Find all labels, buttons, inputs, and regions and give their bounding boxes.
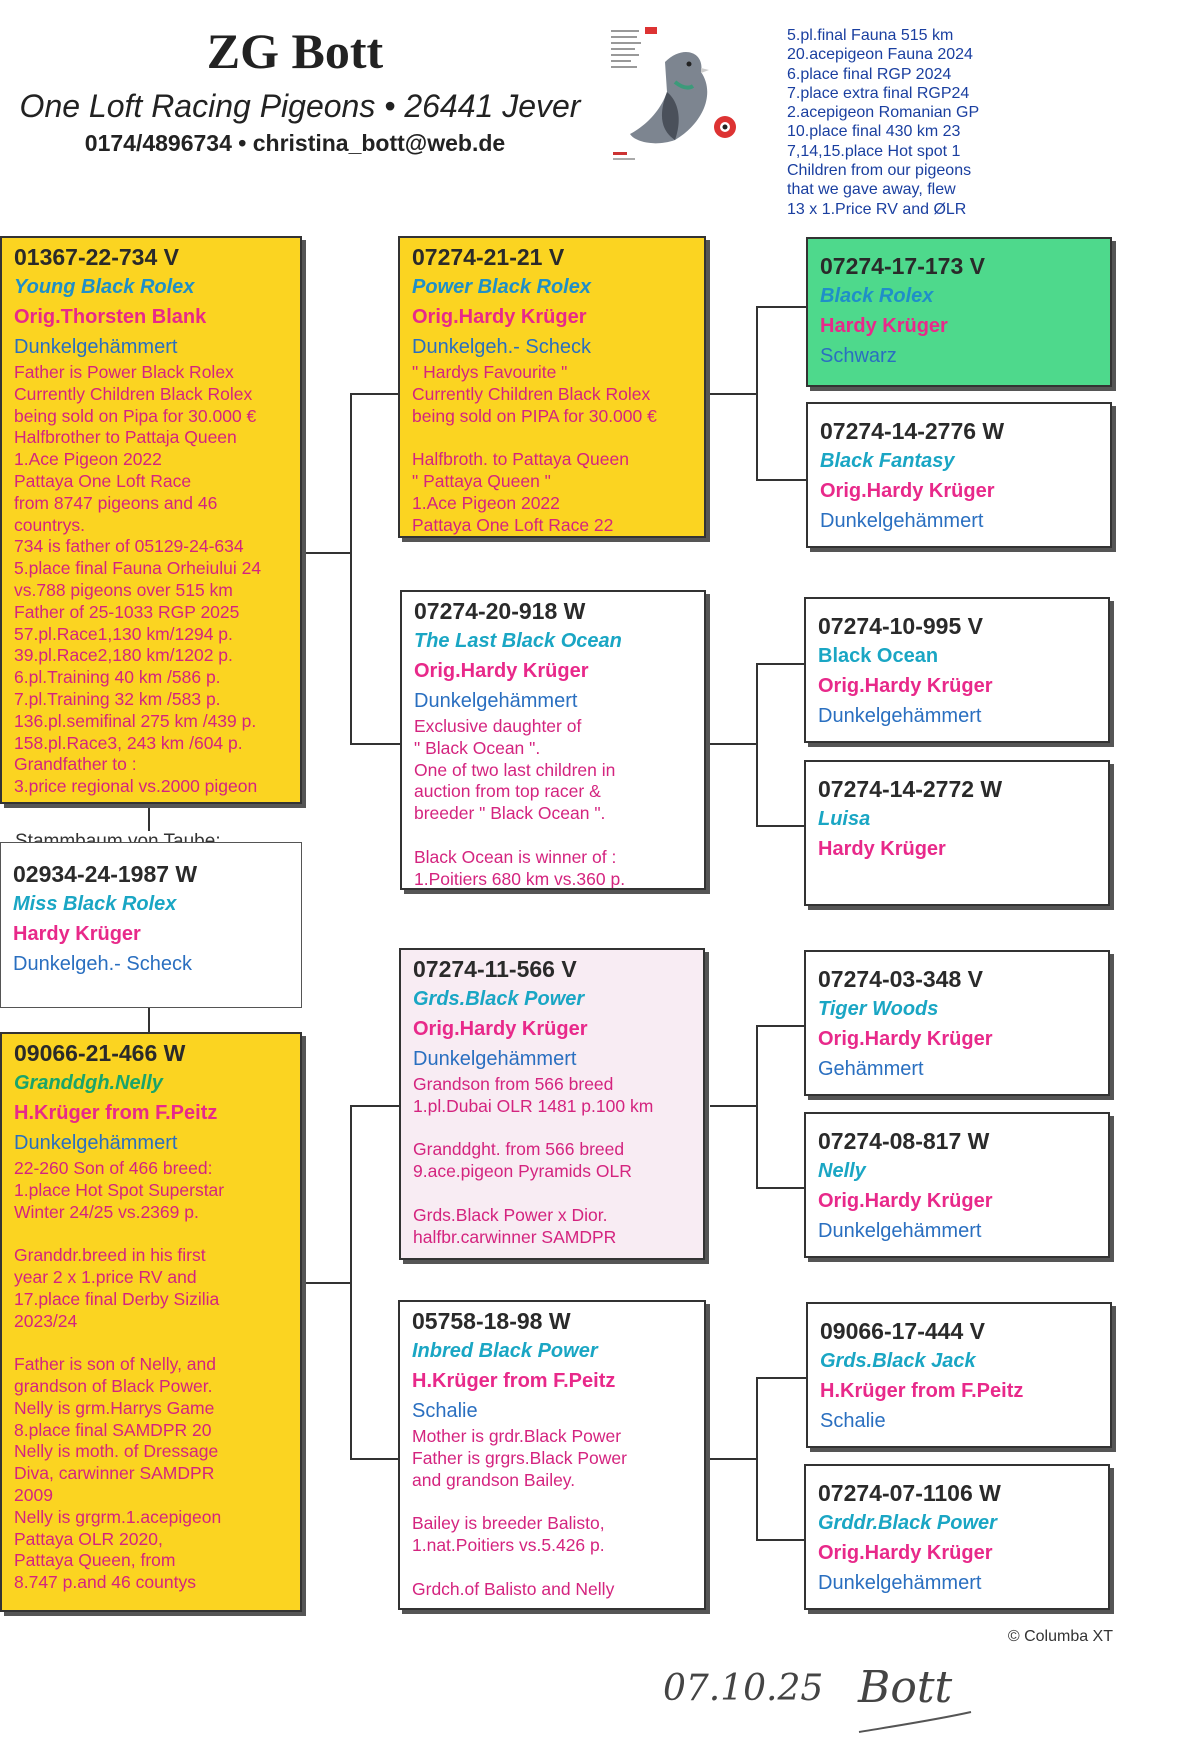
- connector-line: [710, 743, 758, 745]
- pigeon-name: Inbred Black Power: [412, 1340, 598, 1362]
- signature-date: 07.10.25: [663, 1668, 824, 1709]
- connector-line: [710, 1105, 758, 1107]
- breeder: Orig.Hardy Krüger: [818, 675, 993, 697]
- contact-line: 0174/4896734 • christina_bott@web.de: [84, 130, 506, 156]
- color-variety: Dunkelgehämmert: [818, 1220, 982, 1242]
- pigeon-name: Power Black Rolex: [412, 276, 591, 298]
- breeder: Orig.Hardy Krüger: [413, 1018, 588, 1040]
- connector-line: [756, 479, 806, 481]
- achievement-item: that we gave away, flew: [787, 181, 956, 199]
- page-title: ZG Bott: [206, 23, 384, 79]
- connector-line: [350, 1458, 400, 1460]
- color-variety: Dunkelgeh.- Scheck: [13, 953, 192, 975]
- pigeon-image: [605, 22, 740, 170]
- connector-line: [350, 1105, 352, 1460]
- connector-line: [756, 1539, 806, 1541]
- pigeon-name: Nelly: [818, 1160, 866, 1182]
- connector-line: [756, 1377, 758, 1541]
- connector-line: [350, 1105, 400, 1107]
- breeder: Orig.Hardy Krüger: [818, 1542, 993, 1564]
- page-subtitle: One Loft Racing Pigeons • 26441 Jever: [19, 88, 581, 124]
- color-variety: Schwarz: [820, 345, 897, 367]
- ring-number: 09066-17-444 V: [820, 1318, 985, 1344]
- connector-line: [756, 1187, 806, 1189]
- notes: Father is Power Black Rolex Currently Children Black Rolex being sold on Pipa for 30.000 € Halfbrother to Pattaja Queen 1.Ace Pigeon 2022 Pattaya One Loft Race from 8747 pigeons and 46 countrys. 734 is father of 05129-24-634 5.place final Fauna Orheiului 24 vs.788 pigeons over 515 km Father of 25-1033 RGP 2025 57.pl.Race1,130 km/1294 p. 39.pl.Race2,180 km/1202 p. 6.pl.Training 40 km /586 p. 7.pl.Training 32 km /583 p. 136.pl.semifinal 275 km /439 p. 158.pl.Race3, 243 km /604 p. Grandfather to : 3.price regional vs.2000 pigeon: [14, 362, 262, 797]
- connector-line: [302, 552, 352, 554]
- great-grandparent-card[interactable]: [806, 1302, 1112, 1448]
- dam-card[interactable]: [0, 1032, 302, 1612]
- color-variety: Dunkelgehämmert: [413, 1048, 577, 1070]
- pigeon-name: Granddgh.Nelly: [14, 1072, 163, 1094]
- signature-underline: [855, 1700, 975, 1740]
- breeder: Orig.Hardy Krüger: [818, 1028, 993, 1050]
- notes: Grandson from 566 breed 1.pl.Dubai OLR 1481 p.100 km Granddght. from 566 breed 9.ace.pigeon Pyramids OLR Grds.Black Power x Dior. halfbr.carwinner SAMDPR: [413, 1074, 654, 1247]
- granddam-sire-card[interactable]: [400, 590, 706, 890]
- color-variety: Dunkelgehämmert: [818, 705, 982, 727]
- achievement-item: 10.place final 430 km 23: [787, 123, 961, 141]
- ring-number: 09066-21-466 W: [14, 1040, 186, 1066]
- grandsire-sire-card[interactable]: [398, 236, 706, 538]
- achievement-item: 2.acepigeon Romanian GP: [787, 104, 980, 122]
- great-grandparent-card[interactable]: [804, 950, 1110, 1096]
- achievement-item: Children from our pigeons: [787, 162, 972, 180]
- achievement-item: 13 x 1.Price RV and ØLR: [787, 200, 967, 218]
- color-variety: Dunkelgehämmert: [14, 336, 178, 358]
- granddam-dam-card[interactable]: [398, 1300, 706, 1610]
- ring-number: 07274-21-21 V: [412, 244, 565, 270]
- great-grandparent-card[interactable]: [806, 402, 1112, 548]
- breeder: Hardy Krüger: [818, 838, 946, 860]
- connector-line: [302, 1282, 352, 1284]
- ring-number: 02934-24-1987 W: [13, 861, 198, 887]
- ring-number: 07274-14-2776 W: [820, 418, 1005, 444]
- connector-line: [350, 393, 352, 745]
- breeder: H.Krüger from F.Peitz: [820, 1380, 1024, 1402]
- color-variety: Dunkelgehämmert: [820, 510, 984, 532]
- breeder: Orig.Hardy Krüger: [818, 1190, 993, 1212]
- grandsire-dam-card[interactable]: [399, 948, 705, 1260]
- color-variety: Dunkelgehämmert: [14, 1132, 178, 1154]
- color-variety: Gehämmert: [818, 1058, 924, 1080]
- achievement-item: 7.place extra final RGP24: [787, 84, 970, 102]
- sire-card[interactable]: [0, 236, 302, 804]
- connector-line: [756, 306, 806, 308]
- ring-number: 07274-14-2772 W: [818, 776, 1003, 802]
- pigeon-name: Grddr.Black Power: [818, 1512, 997, 1534]
- ring-number: 07274-11-566 V: [413, 956, 577, 982]
- connector-line: [756, 1377, 806, 1379]
- breeder: Hardy Krüger: [820, 315, 948, 337]
- notes: 22-260 Son of 466 breed: 1.place Hot Spot Superstar Winter 24/25 vs.2369 p. Granddr.breed in his first year 2 x 1.price RV and 17.place final Derby Sizilia 2023/24 Father is son of Nelly, and grandson of Black Power. Nelly is grm.Harrys Game 8.place final SAMDPR 20 Nelly is moth. of Dressage Diva, carwinner SAMDPR 2009 Nelly is grgrm.1.acepigeon Pattaya OLR 2020, Pattaya Queen, from 8.747 p.and 46 countys: [14, 1158, 225, 1593]
- pigeon-name: The Last Black Ocean: [414, 630, 622, 652]
- notes: Mother is grdr.Black Power Father is grgrs.Black Power and grandson Bailey. Bailey is breeder Balisto, 1.nat.Poitiers vs.5.426 p. Grdch.of Balisto and Nelly: [412, 1426, 627, 1599]
- pigeon-icon: [605, 22, 740, 170]
- achievement-item: 20.acepigeon Fauna 2024: [787, 46, 973, 64]
- achievement-item: 7,14,15.place Hot spot 1: [787, 142, 961, 160]
- breeder: H.Krüger from F.Peitz: [14, 1102, 218, 1124]
- great-grandparent-card[interactable]: [806, 237, 1112, 387]
- ring-number: 07274-03-348 V: [818, 966, 983, 992]
- connector-line: [710, 1458, 758, 1460]
- ring-number: 05758-18-98 W: [412, 1308, 571, 1334]
- connector-line: [756, 825, 806, 827]
- breeder: Orig.Thorsten Blank: [14, 306, 207, 328]
- pigeon-name: Tiger Woods: [818, 998, 939, 1020]
- great-grandparent-card[interactable]: [804, 1112, 1110, 1258]
- pigeon-name: Young Black Rolex: [14, 276, 195, 298]
- pigeon-name: Grds.Black Power: [413, 988, 585, 1010]
- pigeon-name: Miss Black Rolex: [13, 893, 177, 915]
- ring-number: 07274-17-173 V: [820, 253, 985, 279]
- pigeon-name: Black Ocean: [818, 645, 939, 667]
- connector-line: [350, 743, 400, 745]
- breeder: H.Krüger from F.Peitz: [412, 1370, 616, 1392]
- signature-name: Bott: [858, 1662, 953, 1713]
- breeder: Orig.Hardy Krüger: [414, 660, 589, 682]
- copyright: © Columba XT: [1007, 1628, 1113, 1645]
- color-variety: Dunkelgehämmert: [414, 690, 578, 712]
- breeder: Hardy Krüger: [13, 923, 141, 945]
- connector-line: [756, 1025, 758, 1189]
- achievement-item: 5.pl.final Fauna 515 km: [787, 27, 954, 44]
- pigeon-name: Luisa: [818, 808, 871, 830]
- subject-card[interactable]: [0, 842, 302, 1008]
- connector-line: [756, 663, 806, 665]
- achievements-list: [787, 26, 1087, 219]
- notes: Exclusive daughter of " Black Ocean ". One of two last children in auction from top racer & breeder " Black Ocean ". Black Ocean is winner of : 1.Poitiers 680 km vs.360 p.: [414, 716, 626, 889]
- great-grandparent-card[interactable]: [804, 760, 1110, 906]
- achievement-item: 6.place final RGP 2024: [787, 65, 952, 83]
- pigeon-name: Black Rolex: [820, 285, 934, 307]
- great-grandparent-card[interactable]: [804, 1464, 1110, 1610]
- notes: " Hardys Favourite " Currently Children Black Rolex being sold on PIPA for 30.000 € Halfbroth. to Pattaya Queen " Pattaya Queen " 1.Ace Pigeon 2022 Pattaya One Loft Race 22: [412, 362, 657, 535]
- pigeon-name: Grds.Black Jack: [820, 1350, 976, 1372]
- connector-line: [350, 393, 400, 395]
- breeder: Orig.Hardy Krüger: [820, 480, 995, 502]
- color-variety: Dunkelgehämmert: [818, 1572, 982, 1594]
- connector-line: [756, 663, 758, 827]
- ring-number: 07274-07-1106 W: [818, 1480, 1001, 1506]
- ring-number: 07274-10-995 V: [818, 613, 983, 639]
- connector-line: [710, 393, 758, 395]
- ring-number: 01367-22-734 V: [14, 244, 179, 270]
- color-variety: Dunkelgeh.- Scheck: [412, 336, 591, 358]
- color-variety: Schalie: [412, 1400, 478, 1422]
- color-variety: Schalie: [820, 1410, 886, 1432]
- ring-number: 07274-08-817 W: [818, 1128, 990, 1154]
- connector-line: [756, 306, 758, 481]
- breeder: Orig.Hardy Krüger: [412, 306, 587, 328]
- great-grandparent-card[interactable]: [804, 597, 1110, 743]
- pigeon-name: Black Fantasy: [820, 450, 955, 472]
- connector-line: [756, 1025, 806, 1027]
- ring-number: 07274-20-918 W: [414, 598, 586, 624]
